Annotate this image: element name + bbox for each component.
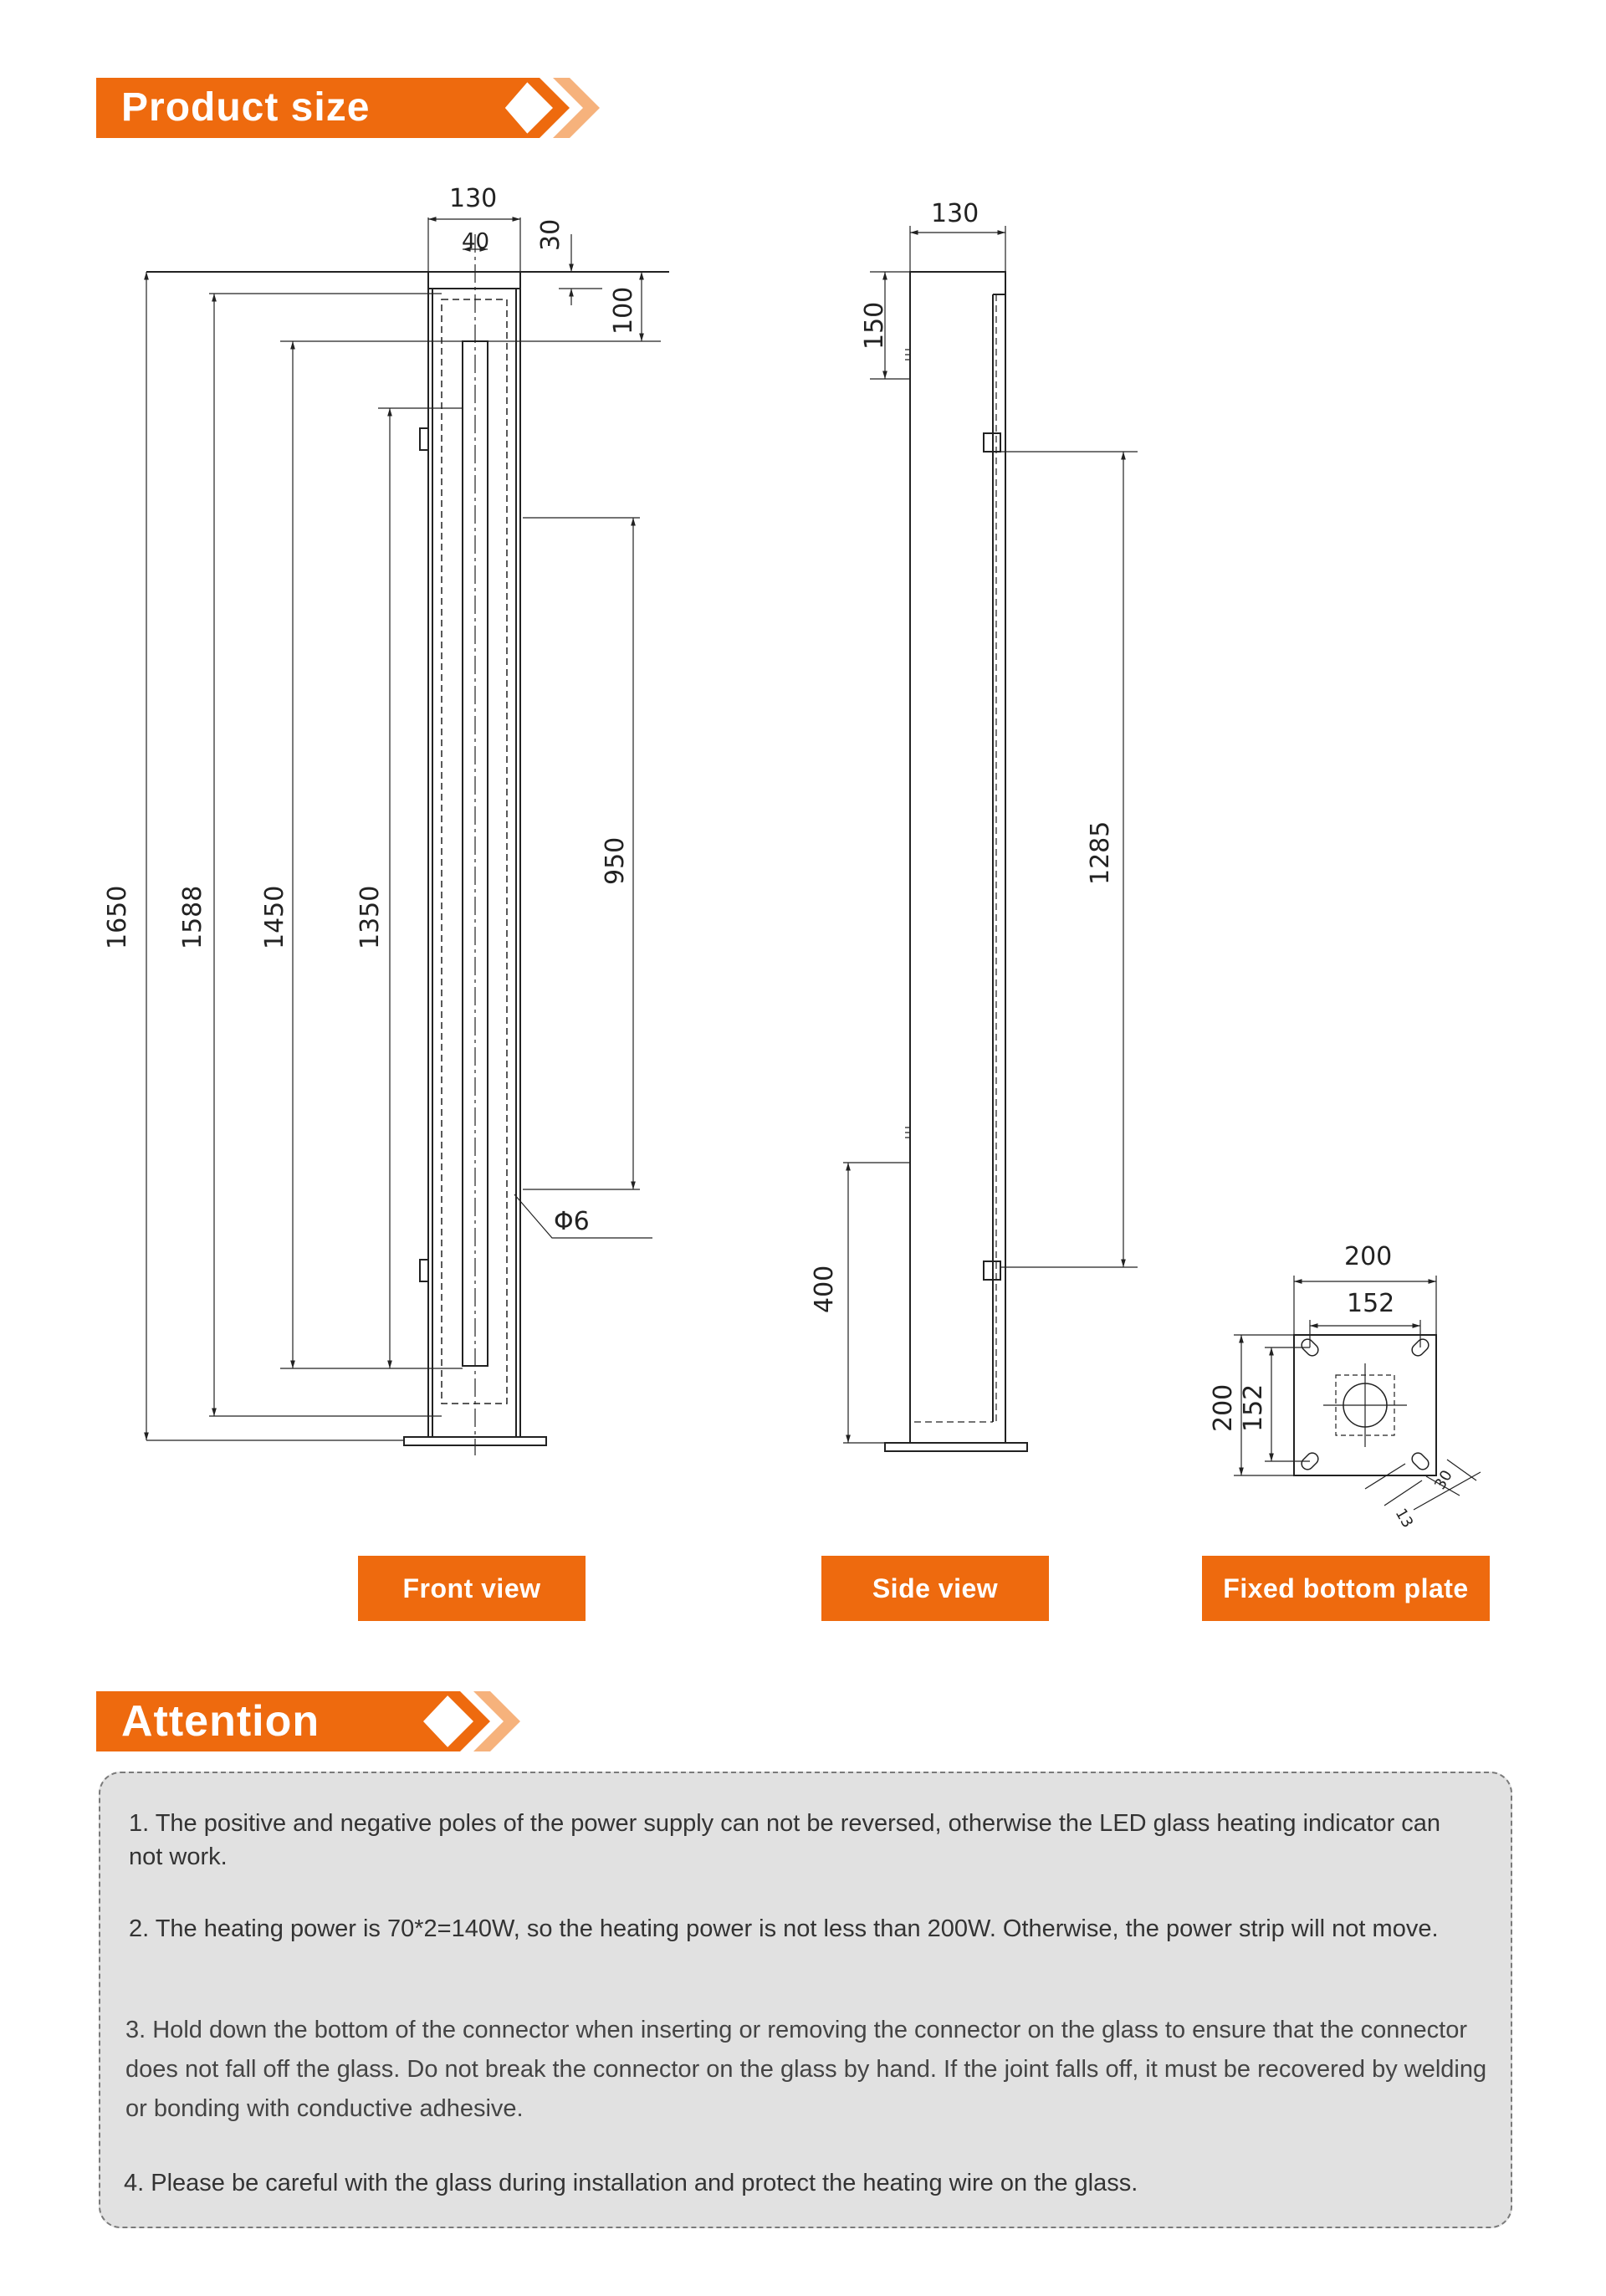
front-total-height-label: 1650 <box>103 885 132 949</box>
front-width-label: 130 <box>449 184 498 213</box>
attention-notes-box <box>99 1772 1512 2228</box>
bottom-plate-caption: Fixed bottom plate <box>1202 1556 1490 1621</box>
attention-note-2: 2. The heating power is 70*2=140W, so the heating power is not less than 200W. Otherwise, the power strip will not move. <box>129 1915 1439 1942</box>
front-wire-diameter-label: Φ6 <box>554 1207 590 1236</box>
product-size-title: Product size <box>121 85 371 130</box>
side-width-label: 130 <box>931 199 979 228</box>
front-strip-offset-label: 100 <box>609 286 638 335</box>
front-heating-span-label: 950 <box>601 836 630 885</box>
attention-banner <box>96 1691 431 1751</box>
side-top-offset-label: 150 <box>860 301 889 350</box>
front-view-drawing <box>146 217 669 1455</box>
front-strip-height-1-label: 1450 <box>260 885 289 949</box>
front-strip-height-2-label: 1350 <box>355 885 385 949</box>
attention-note-1: 1. The positive and negative poles of the power supply can not be reversed, otherwise the LED glass heating indicator can not work. <box>129 1810 1441 1870</box>
plate-corner-label: 30 <box>1431 1467 1456 1493</box>
attention-note-4: 4. Please be careful with the glass during installation and protect the heating wire on the glass. <box>124 2170 1138 2196</box>
plate-hole-spacing-x-label: 152 <box>1347 1289 1395 1318</box>
side-clip-spacing-label: 1285 <box>1086 821 1115 885</box>
front-inner-width-label: 40 <box>462 229 490 254</box>
plate-hole-spacing-y-label: 152 <box>1239 1383 1268 1432</box>
attention-title: Attention <box>121 1697 320 1746</box>
side-view-caption: Side view <box>821 1556 1049 1621</box>
double-chevron-icon <box>443 1691 535 1751</box>
front-view-caption: Front view <box>358 1556 586 1621</box>
attention-note-3: 3. Hold down the bottom of the connector when inserting or removing the connector on the glass to ensure that the connector does not fall off the glass. Do not break the connector on the glass by hand. If the joint falls off, it must be recovered by welding or bonding with conductive adhesive. <box>125 2017 1487 2122</box>
front-top-offset-label: 30 <box>536 218 565 251</box>
plate-hole-inset-label: 13 <box>1391 1506 1417 1532</box>
front-glass-height-label: 1588 <box>178 885 207 949</box>
plate-outer-height-label: 200 <box>1209 1383 1238 1432</box>
plate-outer-width-label: 200 <box>1344 1242 1393 1271</box>
side-bottom-offset-label: 400 <box>810 1265 839 1313</box>
